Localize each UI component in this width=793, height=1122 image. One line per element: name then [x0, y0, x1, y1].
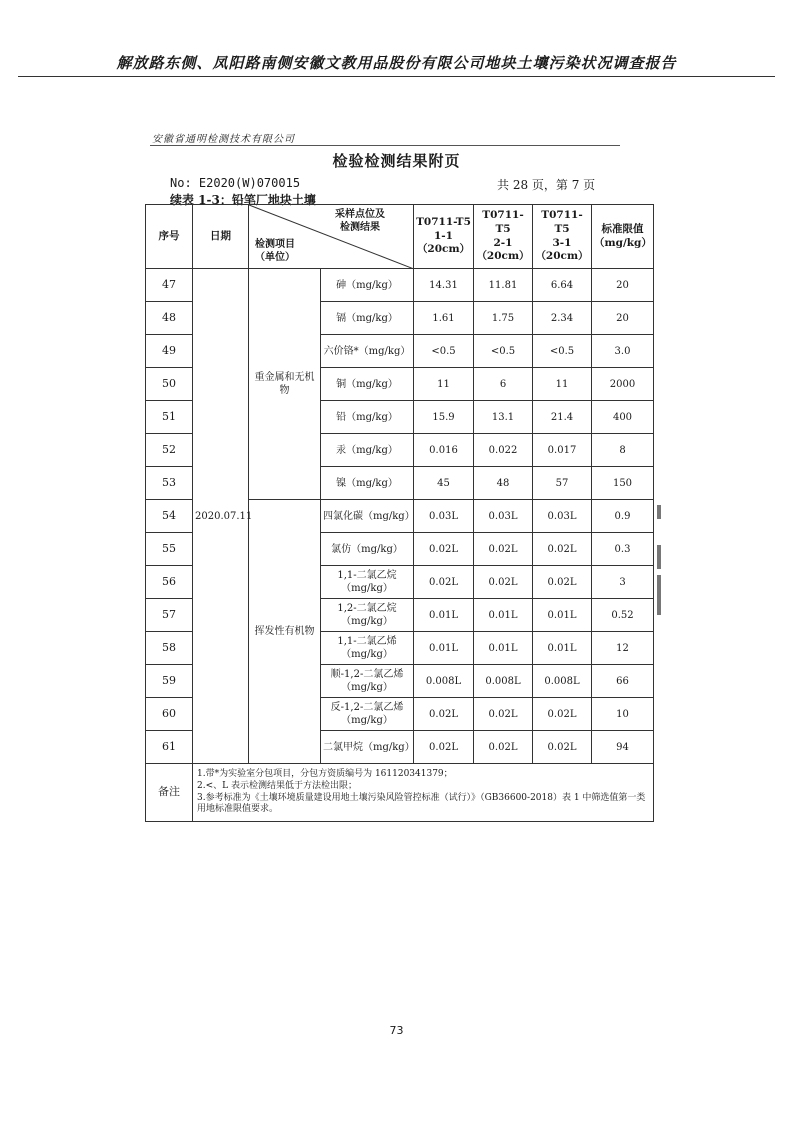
- result-s1: 0.016: [414, 434, 474, 467]
- result-s3: 0.02L: [533, 731, 592, 764]
- result-s3: 6.64: [533, 269, 592, 302]
- test-item: 镍（mg/kg）: [321, 467, 414, 500]
- result-s2: <0.5: [474, 335, 533, 368]
- header-sampling-point: 采样点位及 检测结果: [335, 209, 385, 233]
- note-2: 2.<、L 表示检测结果低于方法检出限；: [197, 780, 357, 791]
- test-item: 汞（mg/kg）: [321, 434, 414, 467]
- result-s2: 0.02L: [474, 731, 533, 764]
- result-s1: 45: [414, 467, 474, 500]
- header-date: 日期: [193, 205, 249, 269]
- test-item: 六价铬*（mg/kg）: [321, 335, 414, 368]
- limit-value: 94: [592, 731, 654, 764]
- result-s3: 0.01L: [533, 632, 592, 665]
- header-row: [146, 205, 654, 269]
- limit-value: 20: [592, 269, 654, 302]
- scan-edge-mark: [657, 505, 661, 519]
- result-s3: 21.4: [533, 401, 592, 434]
- page-number: 73: [389, 1024, 404, 1037]
- limit-value: 0.3: [592, 533, 654, 566]
- row-no: 50: [146, 368, 193, 401]
- limit-value: 400: [592, 401, 654, 434]
- result-s2: 0.01L: [474, 599, 533, 632]
- limit-value: 2000: [592, 368, 654, 401]
- result-s2: 6: [474, 368, 533, 401]
- limit-value: 3.0: [592, 335, 654, 368]
- result-s1: 0.02L: [414, 566, 474, 599]
- row-no: 49: [146, 335, 193, 368]
- result-s3: <0.5: [533, 335, 592, 368]
- test-item: 铜（mg/kg）: [321, 368, 414, 401]
- result-s3: 0.01L: [533, 599, 592, 632]
- organization-rule: [150, 145, 620, 146]
- row-no: 48: [146, 302, 193, 335]
- limit-value: 20: [592, 302, 654, 335]
- result-s2: 0.008L: [474, 665, 533, 698]
- header-sample-1: T0711-T5 1-1 （20cm）: [414, 205, 474, 269]
- test-item: 反-1,2-二氯乙烯 （mg/kg）: [321, 698, 414, 731]
- test-item: 1,2-二氯乙烷 （mg/kg）: [321, 599, 414, 632]
- row-no: 56: [146, 566, 193, 599]
- limit-value: 10: [592, 698, 654, 731]
- row-no: 57: [146, 599, 193, 632]
- limit-value: 12: [592, 632, 654, 665]
- result-s1: 0.02L: [414, 698, 474, 731]
- test-item: 铅（mg/kg）: [321, 401, 414, 434]
- row-no: 55: [146, 533, 193, 566]
- test-item: 镉（mg/kg）: [321, 302, 414, 335]
- result-s3: 2.34: [533, 302, 592, 335]
- result-s1: 0.008L: [414, 665, 474, 698]
- result-s2: 0.01L: [474, 632, 533, 665]
- result-s1: 0.03L: [414, 500, 474, 533]
- result-s1: 1.61: [414, 302, 474, 335]
- result-s3: 0.017: [533, 434, 592, 467]
- result-s1: 15.9: [414, 401, 474, 434]
- result-s1: 11: [414, 368, 474, 401]
- result-s1: 0.02L: [414, 533, 474, 566]
- result-s1: <0.5: [414, 335, 474, 368]
- notes-content: [193, 764, 654, 822]
- note-3: 3.参考标准为《土壤环境质量建设用地土壤污染风险管控标准（试行）》（GB36600-2018）表 1 中筛选值第一类用地标准限值要求。: [197, 792, 646, 815]
- result-s3: 0.008L: [533, 665, 592, 698]
- row-no: 60: [146, 698, 193, 731]
- report-number: No: E2020(W)070015: [170, 176, 301, 190]
- header-limit: 标准限值 （mg/kg）: [592, 205, 654, 269]
- row-no: 58: [146, 632, 193, 665]
- test-item: 氯仿（mg/kg）: [321, 533, 414, 566]
- running-header: 解放路东侧、凤阳路南侧安徽文教用品股份有限公司地块土壤污染状况调查报告: [116, 54, 677, 72]
- result-s3: 0.02L: [533, 533, 592, 566]
- header-test-item: 检测项目 （单位）: [255, 239, 295, 263]
- result-s2: 0.02L: [474, 698, 533, 731]
- result-s2: 1.75: [474, 302, 533, 335]
- document-title: 检验检测结果附页: [332, 152, 461, 170]
- header-sample-3: T0711-T5 3-1 （20cm）: [533, 205, 592, 269]
- result-s2: 48: [474, 467, 533, 500]
- row-no: 54: [146, 500, 193, 533]
- page-count: 共 28 页，第 7 页: [497, 178, 596, 192]
- sampling-date: 2020.07.11: [193, 269, 249, 764]
- test-item: 四氯化碳（mg/kg）: [321, 500, 414, 533]
- scan-edge-mark: [657, 575, 661, 615]
- table-row: [146, 269, 654, 302]
- result-s2: 13.1: [474, 401, 533, 434]
- group-heavy-metals: 重金属和无机物: [249, 269, 321, 500]
- result-s3: 0.03L: [533, 500, 592, 533]
- group-volatile-organics: 挥发性有机物: [249, 500, 321, 764]
- header-diagonal-cell: [249, 205, 414, 269]
- result-s1: 0.02L: [414, 731, 474, 764]
- notes-row: [146, 764, 654, 822]
- result-s3: 0.02L: [533, 698, 592, 731]
- result-s1: 14.31: [414, 269, 474, 302]
- test-item: 顺-1,2-二氯乙烯 （mg/kg）: [321, 665, 414, 698]
- result-s2: 0.02L: [474, 533, 533, 566]
- result-s2: 11.81: [474, 269, 533, 302]
- organization-name: 安徽省通明检测技术有限公司: [152, 134, 295, 145]
- limit-value: 150: [592, 467, 654, 500]
- table-continuation-title: 续表 1-3：铅笔厂地块土壤: [170, 193, 316, 207]
- result-s2: 0.02L: [474, 566, 533, 599]
- notes-label: 备注: [146, 764, 193, 822]
- row-no: 51: [146, 401, 193, 434]
- result-s2: 0.022: [474, 434, 533, 467]
- scan-edge-mark: [657, 545, 661, 569]
- row-no: 59: [146, 665, 193, 698]
- note-1: 1.带*为实验室分包项目，分包方资质编号为 161120341379；: [197, 769, 453, 780]
- results-table: [145, 204, 654, 822]
- header-sample-2: T0711-T5 2-1 （20cm）: [474, 205, 533, 269]
- row-no: 61: [146, 731, 193, 764]
- result-s3: 57: [533, 467, 592, 500]
- header-seq: 序号: [146, 205, 193, 269]
- limit-value: 8: [592, 434, 654, 467]
- limit-value: 0.52: [592, 599, 654, 632]
- limit-value: 0.9: [592, 500, 654, 533]
- result-s2: 0.03L: [474, 500, 533, 533]
- header-rule: [18, 76, 775, 77]
- test-item: 1,1-二氯乙烯 （mg/kg）: [321, 632, 414, 665]
- limit-value: 66: [592, 665, 654, 698]
- row-no: 53: [146, 467, 193, 500]
- row-no: 52: [146, 434, 193, 467]
- test-item: 二氯甲烷（mg/kg）: [321, 731, 414, 764]
- test-item: 1,1-二氯乙烷 （mg/kg）: [321, 566, 414, 599]
- test-item: 砷（mg/kg）: [321, 269, 414, 302]
- result-s1: 0.01L: [414, 599, 474, 632]
- result-s1: 0.01L: [414, 632, 474, 665]
- result-s3: 0.02L: [533, 566, 592, 599]
- limit-value: 3: [592, 566, 654, 599]
- row-no: 47: [146, 269, 193, 302]
- result-s3: 11: [533, 368, 592, 401]
